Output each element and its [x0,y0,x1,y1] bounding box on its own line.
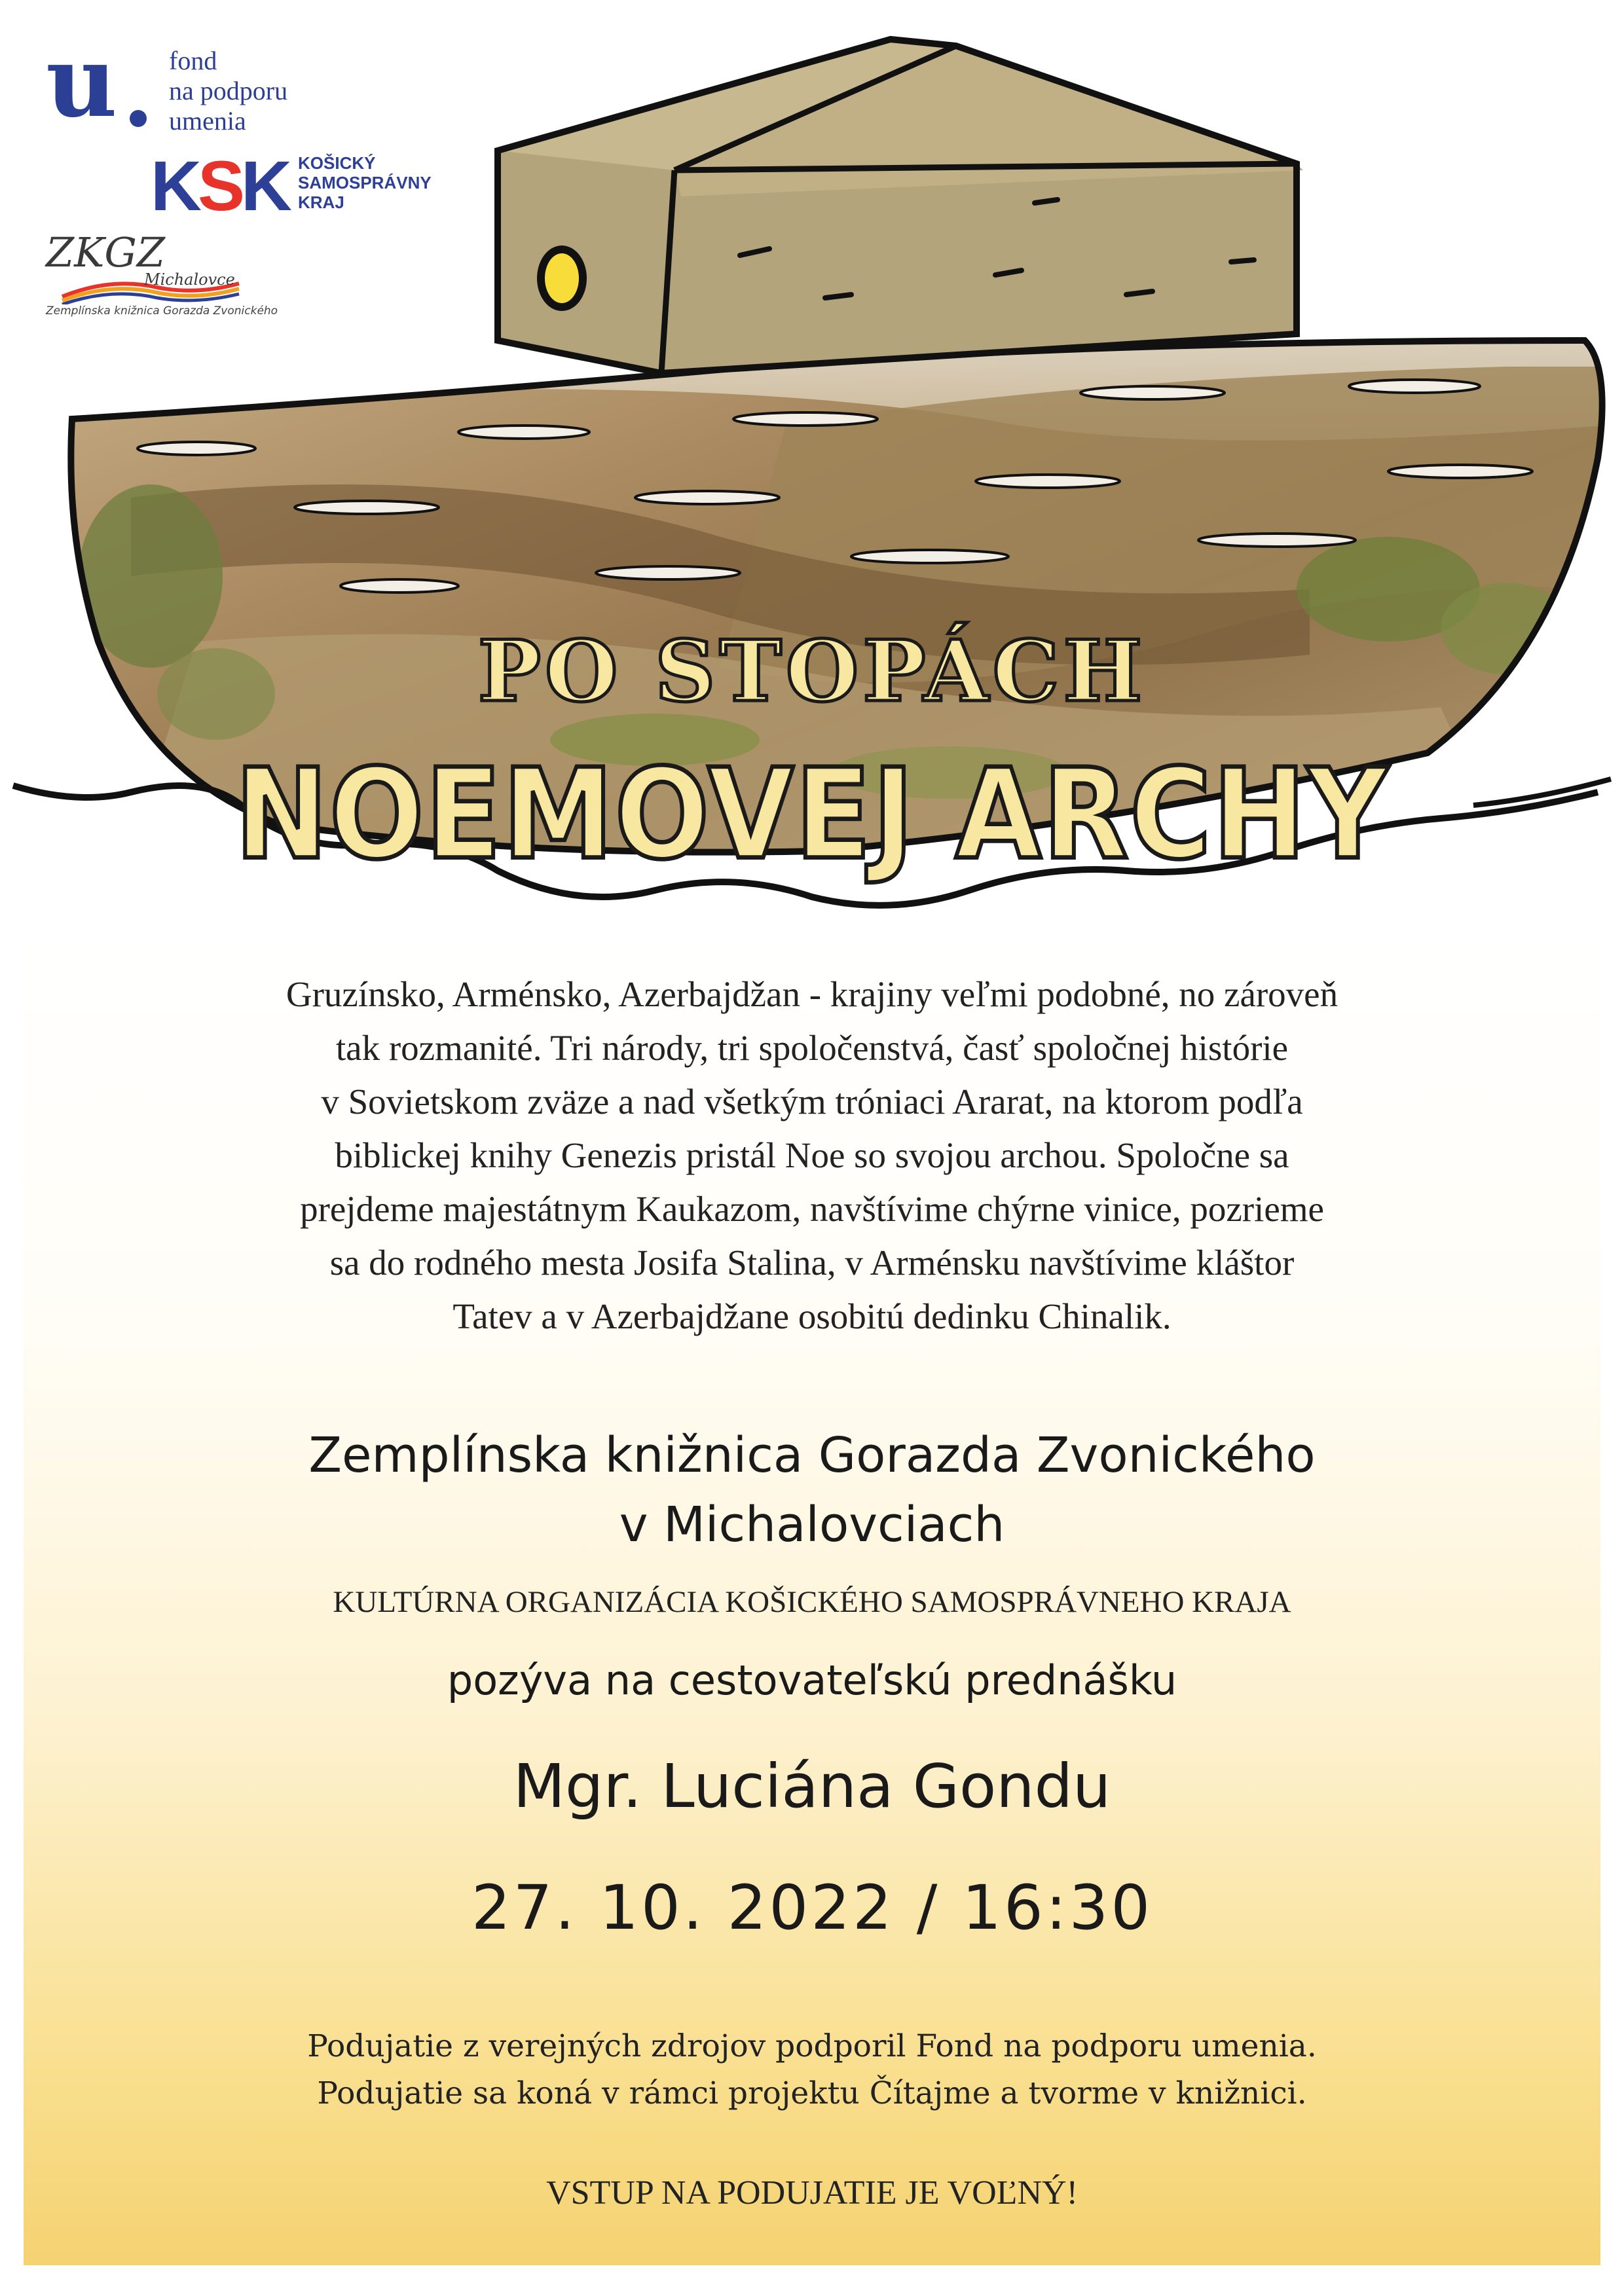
ksk-logo-line: KOŠICKÝ [298,153,376,173]
speaker-name: Mgr. Luciána Gondu [513,1751,1111,1821]
title-line-1 [0,619,1624,726]
ksk-logo [151,146,452,229]
title-line-2 [0,741,1624,890]
invite-text: pozýva na cestovateľskú prednášku [447,1656,1177,1704]
fond-logo-line: na podporu [169,76,288,105]
organizer-name [39,1421,1585,1559]
fond-logo [46,24,321,139]
intro-line: Tatev a v Azerbajdžane osobitú dedinku Chinalik. [452,1296,1172,1336]
intro-line: prejdeme majestátnym Kaukazom, navštívime chýrne vinice, pozrieme [300,1189,1324,1229]
ksk-logo-mark: KSK [151,146,289,225]
organizer-line: v Michalovciach [619,1497,1005,1553]
free-entry-notice: VSTUP NA PODUJATIE JE VOĽNÝ! [546,2174,1078,2212]
zkgz-logo-caption: Zemplínska knižnica Gorazda Zvonického [46,304,278,318]
ksk-logo-line: SAMOSPRÁVNY [298,173,432,192]
intro-line: biblickej knihy Genezis pristál Noe so svojou archou. Spoločne sa [335,1135,1289,1175]
intro-line: tak rozmanité. Tri národy, tri spoločenstvá, časť spoločnej histórie [335,1028,1289,1068]
zkgz-logo-mark: ZKGZ [46,228,166,276]
title-line-2-text: NOEMOVEJ ARCHY [234,741,1390,888]
intro-line: v Sovietskom zväze a nad všetkým tróniaci Ararat, na ktorom podľa [321,1082,1303,1121]
footer-notes [39,2023,1585,2117]
fond-logo-text [169,46,287,136]
ksk-logo-text [298,153,432,212]
fond-logo-line: fond [169,46,217,75]
fond-logo-line: umenia [169,106,246,136]
zkgz-logo-sub: Michalovce [144,270,235,289]
organizer-subtitle: KULTÚRNA ORGANIZÁCIA KOŠICKÉHO SAMOSPRÁVNEHO KRAJA [333,1585,1291,1619]
event-datetime: 27. 10. 2022 / 16:30 [471,1872,1153,1944]
fond-logo-mark: u [46,24,118,139]
zkgz-logo [46,228,278,331]
ksk-logo-line: KRAJ [298,192,344,212]
footer-line: Podujatie z verejných zdrojov podporil Fond na podporu umenia. [307,2028,1317,2064]
footer-line: Podujatie sa koná v rámci projektu Čítajme a tvorme v knižnici. [317,2075,1307,2111]
intro-paragraph [39,968,1585,1343]
title-line-1-text: PO STOPÁCH [477,623,1147,721]
organizer-line: Zemplínska knižnica Gorazda Zvonického [308,1427,1316,1484]
intro-line: Gruzínsko, Arménsko, Azerbajdžan - krajiny veľmi podobné, no zároveň [286,974,1338,1014]
fond-logo-dot [130,110,147,127]
intro-line: sa do rodného mesta Josifa Stalina, v Arménsku navštívime kláštor [329,1243,1295,1283]
